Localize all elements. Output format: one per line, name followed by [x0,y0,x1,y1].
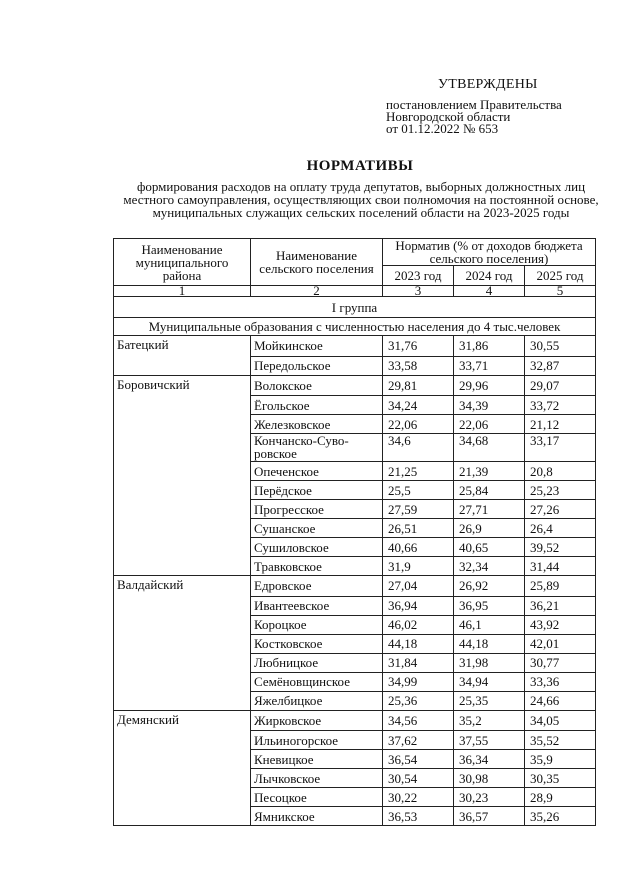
norm-value-2023: 30,22 [383,788,454,807]
table-row [114,396,596,415]
norm-value-2023: 46,02 [383,615,454,634]
norm-value-2024: 25,35 [454,691,525,710]
district-cell [114,481,251,500]
table-row [114,415,596,434]
document-subtitle: формирования расходов на оплату труда депутатов, выборных должностных лиц местного самоуправления, осуществляющих свои полномочия на постоянной основе, муниципальных служащих сельских поселений области на 2023-2025 годы [123,179,599,220]
district-cell [114,750,251,769]
norm-value-2024: 35,2 [454,710,525,731]
norm-value-2023: 25,5 [383,481,454,500]
norm-value-2023: 21,25 [383,462,454,481]
norm-value-2024: 36,95 [454,596,525,615]
norm-value-2024: 34,94 [454,672,525,691]
settlement-name: Травковское [251,557,383,576]
norm-value-2023: 40,66 [383,538,454,557]
norm-value-2025: 43,92 [525,615,596,634]
district-cell [114,415,251,434]
norm-value-2025: 28,9 [525,788,596,807]
district-cell [114,462,251,481]
norm-value-2025: 42,01 [525,634,596,653]
norm-value-2025: 35,26 [525,807,596,826]
district-cell [114,356,251,375]
norm-value-2025: 39,52 [525,538,596,557]
norm-value-2023: 34,99 [383,672,454,691]
table-row [114,356,596,375]
settlement-name: Кончанско-Суво-ровское [251,434,383,462]
table-row [114,596,596,615]
settlement-name: Короцкое [251,615,383,634]
norm-value-2024: 30,23 [454,788,525,807]
norm-value-2023: 36,53 [383,807,454,826]
table-row [114,731,596,750]
district-cell [114,615,251,634]
district-name: Валдайский [114,576,251,597]
district-cell [114,788,251,807]
norm-value-2024: 30,98 [454,769,525,788]
norm-value-2024: 22,06 [454,415,525,434]
norm-value-2025: 30,77 [525,653,596,672]
norm-value-2023: 31,76 [383,336,454,357]
norm-value-2024: 31,98 [454,653,525,672]
column-number: 4 [454,286,525,297]
norm-value-2023: 37,62 [383,731,454,750]
norm-value-2024: 44,18 [454,634,525,653]
district-name: Боровичский [114,375,251,396]
group-subtitle: Муниципальные образования с численностью населения до 4 тыс.человек [114,318,596,336]
settlement-name: Семёновщинское [251,672,383,691]
district-cell [114,653,251,672]
header-norm: Норматив (% от доходов бюджета сельского поселения) [383,239,596,266]
norm-value-2024: 26,9 [454,519,525,538]
norm-value-2024: 32,34 [454,557,525,576]
norm-value-2025: 33,72 [525,396,596,415]
norm-value-2024: 34,68 [454,434,525,462]
norm-value-2023: 30,54 [383,769,454,788]
settlement-name: Сушанское [251,519,383,538]
settlement-name: Едровское [251,576,383,597]
norm-value-2023: 31,9 [383,557,454,576]
header-year-2025: 2025 год [525,266,596,286]
norms-table [113,238,596,826]
settlement-name: Яжелбицкое [251,691,383,710]
header-year-2024: 2024 год [454,266,525,286]
norm-value-2024: 26,92 [454,576,525,597]
norm-value-2025: 29,07 [525,375,596,396]
district-cell [114,519,251,538]
norm-value-2025: 35,52 [525,731,596,750]
settlement-name: Волокское [251,375,383,396]
norm-value-2025: 33,17 [525,434,596,462]
settlement-name: Перёдское [251,481,383,500]
norm-value-2024: 36,57 [454,807,525,826]
table-row [114,750,596,769]
table-row [114,653,596,672]
approval-line-2: Новгородской области [386,109,511,124]
column-number: 5 [525,286,596,297]
norm-value-2023: 44,18 [383,634,454,653]
norm-value-2023: 22,06 [383,415,454,434]
norm-value-2024: 36,34 [454,750,525,769]
norm-value-2025: 34,05 [525,710,596,731]
table-row [114,500,596,519]
norm-value-2024: 33,71 [454,356,525,375]
norm-value-2024: 27,71 [454,500,525,519]
norm-value-2024: 40,65 [454,538,525,557]
norm-value-2023: 34,56 [383,710,454,731]
norm-value-2023: 27,59 [383,500,454,519]
settlement-name: Лычковское [251,769,383,788]
district-cell [114,596,251,615]
settlement-name: Ильиногорское [251,731,383,750]
district-name: Батецкий [114,336,251,357]
settlement-name: Опеченское [251,462,383,481]
district-cell [114,538,251,557]
table-row [114,462,596,481]
district-name: Демянский [114,710,251,731]
group-title: I группа [114,297,596,318]
settlement-name: Мойкинское [251,336,383,357]
district-cell [114,691,251,710]
header-year-2023: 2023 год [383,266,454,286]
district-cell [114,672,251,691]
table-row [114,672,596,691]
table-row [114,769,596,788]
norm-value-2023: 34,24 [383,396,454,415]
column-number: 1 [114,286,251,297]
table-row [114,788,596,807]
norm-value-2025: 30,55 [525,336,596,357]
norm-value-2025: 27,26 [525,500,596,519]
settlement-name: Костковское [251,634,383,653]
approval-line-1: постановлением Правительства [386,97,562,112]
settlement-name: Жирковское [251,710,383,731]
norm-value-2024: 29,96 [454,375,525,396]
header-district: Наименование муниципального района [114,239,251,286]
approval-line-3: от 01.12.2022 № 653 [386,121,499,136]
table-row [114,710,596,731]
district-cell [114,396,251,415]
settlement-name: Передольское [251,356,383,375]
header-settlement: Наименование сельского поселения [251,239,383,286]
settlement-name: Железковское [251,415,383,434]
approval-heading: УТВЕРЖДЕНЫ [438,77,538,92]
norm-value-2025: 20,8 [525,462,596,481]
table-row [114,538,596,557]
norm-value-2024: 25,84 [454,481,525,500]
settlement-name: Песоцкое [251,788,383,807]
district-cell [114,500,251,519]
district-cell [114,807,251,826]
norm-value-2025: 33,36 [525,672,596,691]
norm-value-2023: 31,84 [383,653,454,672]
settlement-name: Ёгольское [251,396,383,415]
column-number: 2 [251,286,383,297]
table-row [114,434,596,462]
table-row [114,691,596,710]
district-cell [114,769,251,788]
norm-value-2024: 37,55 [454,731,525,750]
norm-value-2025: 36,21 [525,596,596,615]
settlement-name: Любницкое [251,653,383,672]
settlement-name: Прогресское [251,500,383,519]
norm-value-2025: 31,44 [525,557,596,576]
table-row [114,519,596,538]
table-row [114,336,596,357]
column-number: 3 [383,286,454,297]
norm-value-2024: 34,39 [454,396,525,415]
table-row [114,634,596,653]
norm-value-2024: 31,86 [454,336,525,357]
norm-value-2023: 33,58 [383,356,454,375]
table-row [114,375,596,396]
norm-value-2023: 36,94 [383,596,454,615]
norm-value-2023: 29,81 [383,375,454,396]
norm-value-2024: 21,39 [454,462,525,481]
table-row [114,576,596,597]
settlement-name: Ивантеевское [251,596,383,615]
table-row [114,807,596,826]
table-row [114,481,596,500]
norm-value-2025: 26,4 [525,519,596,538]
settlement-name: Сушиловское [251,538,383,557]
norm-value-2024: 46,1 [454,615,525,634]
norm-value-2023: 27,04 [383,576,454,597]
norm-value-2025: 35,9 [525,750,596,769]
document-title: НОРМАТИВЫ [306,158,414,174]
norm-value-2025: 24,66 [525,691,596,710]
district-cell [114,731,251,750]
norm-value-2025: 25,23 [525,481,596,500]
district-cell [114,434,251,462]
district-cell [114,557,251,576]
norm-value-2023: 34,6 [383,434,454,462]
norm-value-2023: 25,36 [383,691,454,710]
settlement-name: Ямникское [251,807,383,826]
norm-value-2023: 36,54 [383,750,454,769]
norm-value-2025: 30,35 [525,769,596,788]
table-row [114,557,596,576]
table-row [114,615,596,634]
norm-value-2025: 32,87 [525,356,596,375]
district-cell [114,634,251,653]
norm-value-2025: 21,12 [525,415,596,434]
norm-value-2023: 26,51 [383,519,454,538]
settlement-name: Кневицкое [251,750,383,769]
norm-value-2025: 25,89 [525,576,596,597]
